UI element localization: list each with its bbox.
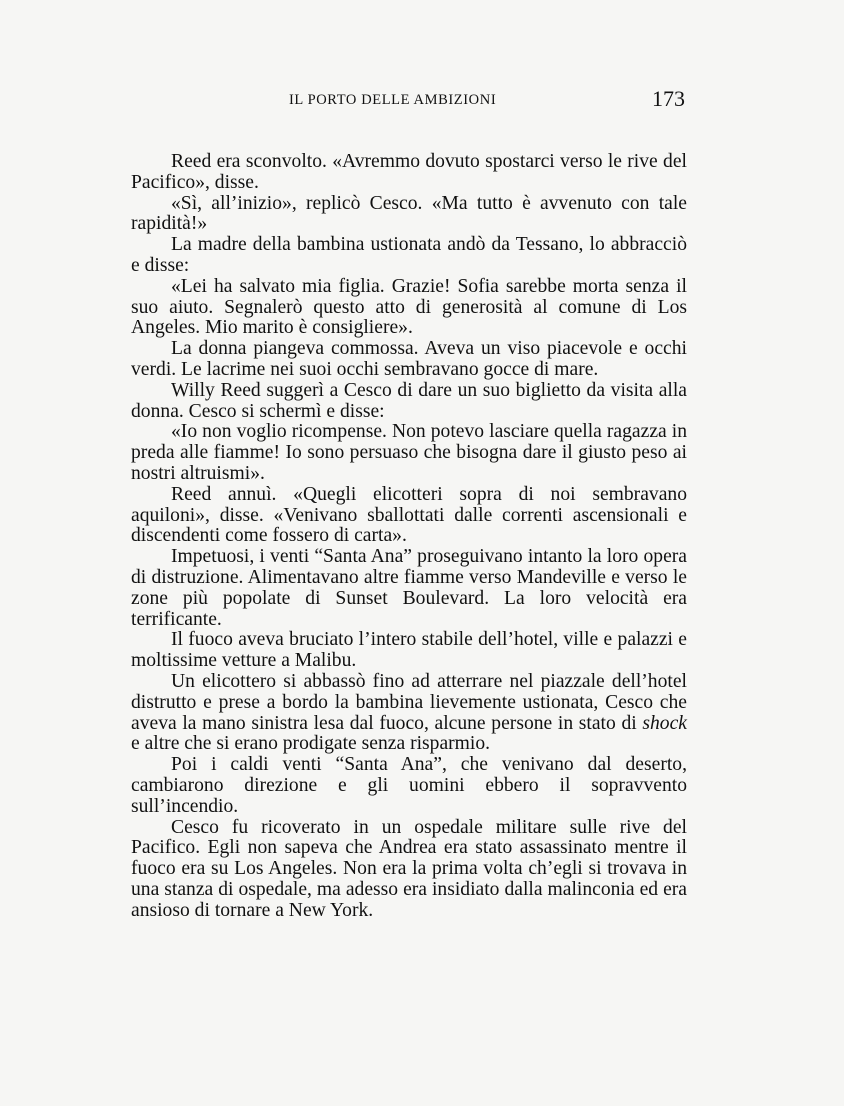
paragraph-11 (131, 672, 687, 755)
paragraph-13: Cesco fu ricoverato in un ospedale militare sulle rive del Pacifico. Egli non sapeva che Andrea era stato assassinato mentre il fuoco era su Los Angeles. Non era la prima volta ch’egli si trovava in una stanza di ospedale, ma adesso era insidiato dalla malinconia ed era ansioso di tornare a New York. (131, 816, 687, 921)
paragraph-6: Willy Reed suggerì a Cesco di dare un suo biglietto da visita alla donna. Cesco si schermì e disse: (131, 379, 687, 422)
paragraph-7: «Io non voglio ricompense. Non potevo lasciare quella ragazza in preda alle fiamme! Io sono persuaso che bisogna dare il giusto peso ai nostri altruismi». (131, 421, 687, 484)
paragraph-4: «Lei ha salvato mia figlia. Grazie! Sofia sarebbe morta senza il suo aiuto. Segnalerò questo atto di generosità al comune di Los Angeles. Mio marito è consigliere». (131, 275, 687, 339)
paragraph-2: «Sì, all’inizio», replicò Cesco. «Ma tutto è avvenuto con tale rapidità!» (131, 192, 687, 235)
paragraph-9: Impetuosi, i venti “Santa Ana” proseguivano intanto la loro opera di distruzione. Alimentavano altre fiamme verso Mandeville e verso le zone più popolate di Sunset Boulevard. La loro velocità era terrificante. (131, 546, 687, 630)
page-number: 173 (652, 86, 685, 111)
paragraph-5: La donna piangeva commossa. Aveva un viso piacevole e occhi verdi. Le lacrime nei suoi occhi sembravano gocce di mare. (131, 338, 687, 380)
paragraph-10: Il fuoco aveva bruciato l’intero stabile dell’hotel, ville e palazzi e moltissime vetture a Malibu. (131, 629, 687, 672)
paragraph-8: Reed annuì. «Quegli elicotteri sopra di noi sembravano aquiloni», disse. «Venivano sballottati dalle correnti ascensionali e discendenti come fossero di carta». (131, 483, 687, 547)
paragraph-1: Reed era sconvolto. «Avremmo dovuto spostarci verso le rive del Pacifico», disse. (131, 151, 687, 193)
paragraph-12: Poi i caldi venti “Santa Ana”, che venivano dal deserto, cambiarono direzione e gli uomini ebbero il sopravvento sull’incendio. (131, 754, 687, 817)
paragraph-11-text-after: e altre che si erano prodigate senza risparmio. (131, 733, 491, 755)
running-head-title: IL PORTO DELLE AMBIZIONI (289, 92, 497, 108)
paragraph-11-italic-word: shock (642, 712, 687, 734)
paragraph-3: La madre della bambina ustionata andò da Tessano, lo abbracciò e disse: (131, 234, 687, 276)
paragraph-11-text-before: Un elicottero si abbassò fino ad atterrare nel piazzale dell’hotel distrutto e prese a bordo la bambina lievemente ustionata, Cesco che aveva la mano sinistra lesa dal fuoco, alcune persone in stato di (131, 670, 687, 734)
body-text (131, 152, 687, 921)
